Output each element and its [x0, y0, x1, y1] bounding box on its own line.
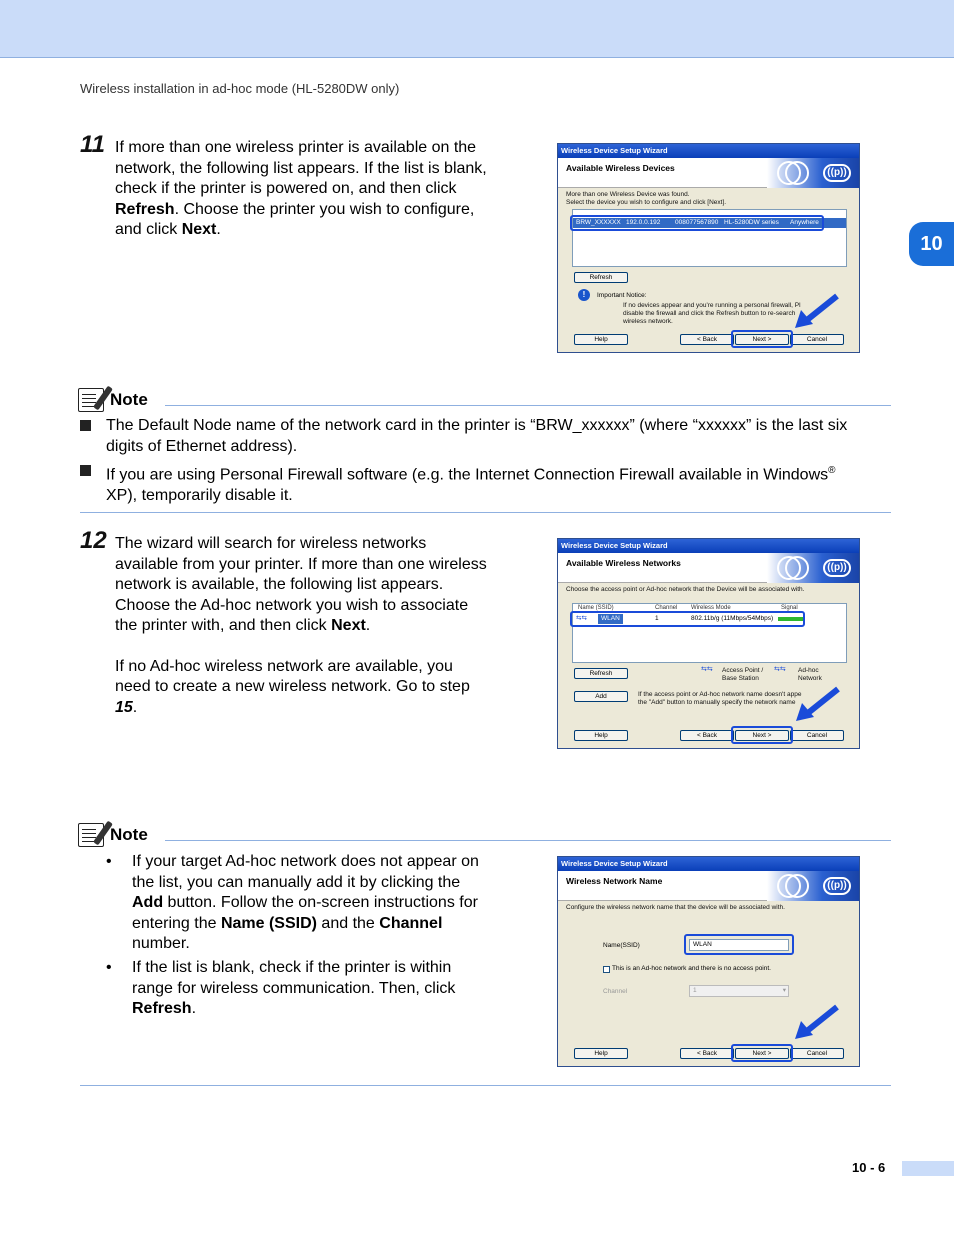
pointer-arrow-icon — [794, 685, 842, 723]
adhoc-legend-icon: ⇆⇆ — [774, 666, 786, 673]
wizard-title: Wireless Device Setup Wizard — [558, 857, 859, 871]
notice-icon: ! — [578, 289, 590, 301]
highlight-network-row — [570, 611, 805, 627]
adhoc-network-icon: ⇆⇆ — [576, 615, 587, 622]
chapter-tab: 10 — [909, 222, 954, 266]
wizard-title: Wireless Device Setup Wizard — [558, 539, 859, 553]
wizard-devices-screenshot: Wireless Device Setup Wizard Available Wireless Devices ((p)) More than one Wireless Device was found. Select the device you wish to configure and click [Next]. BRW_XXXXXX 192.0.0.192 008077567890 HL-5280DW series Anywhere Refresh ! Important Notice: If no devices appear and you're running a personal firewall, Pl disable the firewall and click the Refresh button to re-search wireless network. Help < Back Next > Cancel — [557, 143, 860, 353]
pointer-arrow-icon — [793, 1003, 841, 1041]
back-button[interactable]: < Back — [680, 1048, 734, 1059]
add-button[interactable]: Add — [574, 691, 628, 702]
access-point-icon: ⇆⇆ — [701, 666, 713, 673]
wizard-heading: Available Wireless Networks — [566, 558, 681, 568]
help-button[interactable]: Help — [574, 334, 628, 345]
refresh-button[interactable]: Refresh — [574, 668, 628, 679]
network-row-selected[interactable]: ⇆⇆ WLAN 1 802.11b/g (11Mbps/54Mbps) — [573, 614, 846, 624]
device-row-selected[interactable]: BRW_XXXXXX 192.0.0.192 008077567890 HL-5280DW series Anywhere — [573, 218, 846, 228]
wireless-logo-icon: ((p)) — [767, 871, 859, 901]
top-banner — [0, 0, 954, 58]
highlight-next-button — [731, 330, 793, 348]
help-button[interactable]: Help — [574, 1048, 628, 1059]
wizard-title: Wireless Device Setup Wizard — [558, 144, 859, 158]
chevron-down-icon: ▾ — [782, 987, 786, 994]
bullet-dot: • — [106, 853, 112, 870]
note-rule-top-2 — [165, 840, 891, 841]
highlight-next-button — [731, 726, 793, 744]
running-header: Wireless installation in ad-hoc mode (HL-5280DW only) — [80, 81, 400, 96]
help-button[interactable]: Help — [574, 730, 628, 741]
wizard-network-name-screenshot: Wireless Device Setup Wizard Wireless Network Name ((p)) Configure the wireless network name that the device will be associated with. Name(SSID) WLAN This is an Ad-hoc network and there is no access point. Channel 1 ▾ Help < Back Next > Cancel — [557, 856, 860, 1067]
cancel-button[interactable]: Cancel — [790, 1048, 844, 1059]
refresh-button[interactable]: Refresh — [574, 272, 628, 283]
highlight-next-button — [731, 1044, 793, 1062]
next-button[interactable]: Next > — [735, 334, 789, 345]
cancel-button[interactable]: Cancel — [790, 334, 844, 345]
page-number: 10 - 6 — [852, 1160, 886, 1175]
back-button[interactable]: < Back — [680, 334, 734, 345]
note-rule-bottom-1 — [80, 512, 891, 513]
channel-select[interactable]: 1 ▾ — [689, 985, 789, 997]
wireless-logo-icon: ((p)) — [767, 158, 859, 188]
step-number-11: 11 — [80, 131, 105, 158]
highlight-ssid-input — [684, 934, 794, 955]
note-pencil-icon — [78, 823, 104, 847]
wizard-heading: Wireless Network Name — [566, 876, 663, 886]
note-rule-bottom-2 — [80, 1085, 891, 1086]
note-pencil-icon — [78, 388, 104, 412]
page-number-bar — [902, 1161, 954, 1176]
note-rule-top-1 — [165, 405, 891, 406]
network-list[interactable]: Name (SSID) Channel Wireless Mode Signal ⇆⇆ WLAN 1 802.11b/g (11Mbps/54Mbps) — [572, 603, 847, 663]
step-12-text: The wizard will search for wireless networks available from your printer. If more than one wireless network is available, the following list appears. Choose the Ad-hoc network you wish to associate the printer with, and then click Next. If no Ad-hoc wireless network are available, you need to create a new wireless network. Go to step 15. — [115, 535, 487, 716]
next-button[interactable]: Next > — [735, 730, 789, 741]
bullet-dot: • — [106, 959, 112, 976]
back-button[interactable]: < Back — [680, 730, 734, 741]
step-11-text: If more than one wireless printer is available on the network, the following list appears. If the list is blank, check if the printer is powered on, and then click Refresh. Choose the printer you wish to configure, and click Next. — [115, 139, 487, 238]
square-bullet — [80, 420, 91, 431]
highlight-device-row — [570, 215, 824, 231]
note-heading-2: Note — [78, 823, 148, 847]
wizard-networks-screenshot: Wireless Device Setup Wizard Available Wireless Networks ((p)) Choose the access point or Ad-hoc network that the Device will be associated with. Name (SSID) Channel Wireless Mode Signal ⇆⇆ WLAN 1 802.11b/g (11Mbps/54Mbps) Refresh ⇆⇆ Access Point / Base Station ⇆⇆ Ad-hoc Network Add If the access point or Ad-hoc network name doesn't appe the "Add" button to manually specify the network name Help < Back Next > Cancel — [557, 538, 860, 749]
adhoc-checkbox[interactable] — [603, 966, 610, 973]
wizard-heading: Available Wireless Devices — [566, 163, 675, 173]
note-heading-1: Note — [78, 388, 148, 412]
step-number-12: 12 — [80, 527, 107, 554]
square-bullet — [80, 465, 91, 476]
wireless-logo-icon: ((p)) — [767, 553, 859, 583]
pointer-arrow-icon — [793, 292, 841, 330]
ssid-input[interactable]: WLAN — [689, 939, 789, 951]
next-button[interactable]: Next > — [735, 1048, 789, 1059]
cancel-button[interactable]: Cancel — [790, 730, 844, 741]
